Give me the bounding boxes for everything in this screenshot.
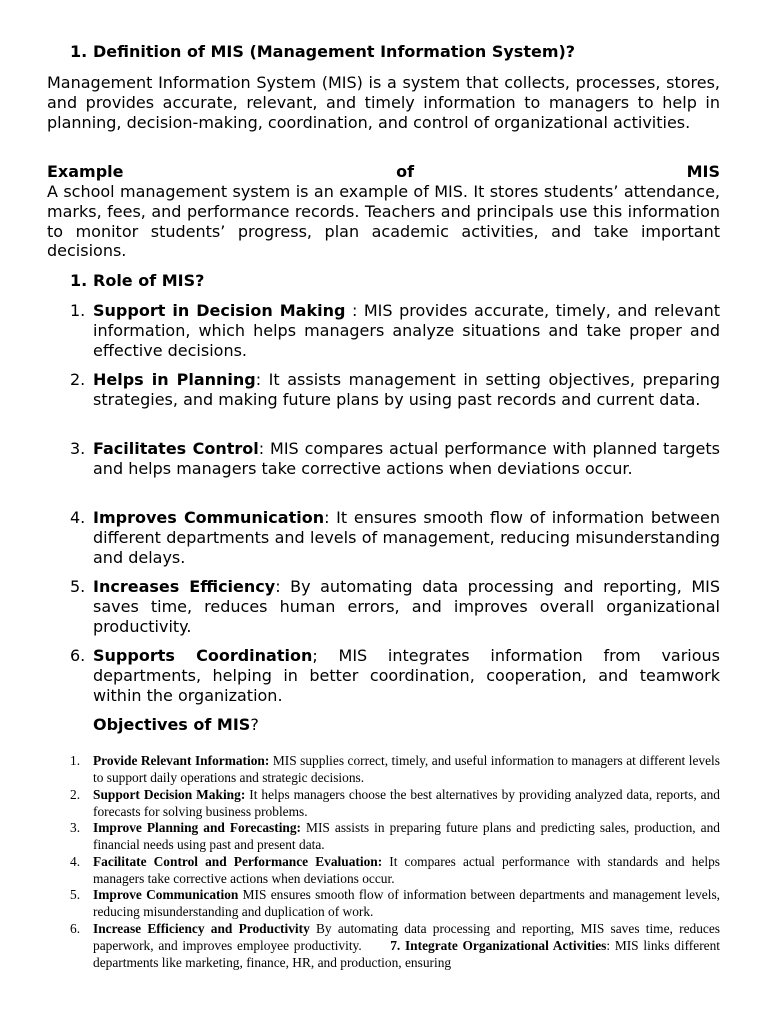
heading-text: Definition of MIS (Management Information System)? (93, 42, 576, 61)
objective-text: MIS assists in preparing future plans and predicting sales, production, and financial needs using past and present data. (93, 820, 721, 852)
objective-text: It compares actual performance with standards and helps managers take corrective actions when deviations occur. (93, 854, 720, 886)
list-number: 3. (70, 439, 86, 458)
role-text: : It ensures smooth flow of information between different departments and levels of management, reducing misunderstanding and delays. (93, 508, 721, 567)
objective-title: Improve Planning and Forecasting: (93, 820, 302, 835)
role-list-item (70, 301, 720, 360)
objective-title: Increase Efficiency and Productivity (93, 921, 310, 936)
objective-list-item (70, 921, 720, 971)
objective-list-item (70, 820, 720, 854)
list-number: 2. (70, 787, 81, 802)
heading-text: Objectives of MIS (93, 715, 251, 734)
role-title: Increases Efficiency (93, 577, 276, 596)
role-title: Helps in Planning (93, 370, 256, 389)
example-heading-word: MIS (686, 162, 720, 181)
objective-list-item (70, 787, 720, 821)
list-number: 3. (70, 820, 81, 835)
role-title: Facilitates Control (93, 439, 259, 458)
list-number: 2. (70, 370, 86, 389)
heading-text: Role of MIS? (93, 271, 205, 290)
section-heading-role (70, 271, 720, 291)
objective-list-item (70, 854, 720, 888)
objective-text: : MIS links different departments like marketing, finance, HR, and production, ensuring (93, 937, 721, 970)
heading-suffix: ? (250, 715, 259, 734)
objective-list-item (70, 753, 720, 787)
role-title: Improves Communication (93, 508, 325, 527)
objective-title: Improve Communication (93, 887, 239, 902)
list-number: 4. (70, 854, 81, 869)
example-heading-word: Example (47, 162, 124, 181)
objective-title: Facilitate Control and Performance Evaluation: (93, 854, 383, 869)
example-heading-word: of (396, 162, 415, 181)
section-heading-objectives (93, 715, 259, 735)
objective-title: 7. Integrate Organizational Activities (390, 937, 607, 953)
objective-text: By automating data processing and reporting, MIS saves time, reduces paperwork, and improves employee productivity. (93, 921, 720, 953)
objective-title: Provide Relevant Information: (93, 753, 270, 768)
list-number: 6. (70, 646, 86, 665)
objective-text: MIS supplies correct, timely, and useful information to managers at different levels to support daily operations and strategic decisions. (93, 753, 720, 785)
example-heading (47, 162, 720, 182)
section-heading-definition (70, 42, 720, 62)
definition-paragraph: Management Information System (MIS) is a system that collects, processes, stores, and provides accurate, relevant, and timely information to managers to help in planning, decision-making, coordination, and control of organizational activities. (47, 73, 720, 132)
list-number: 5. (70, 887, 81, 902)
objective-text: MIS ensures smooth flow of information between departments and management levels, reducing misunderstanding and duplication of work. (93, 887, 721, 919)
role-list-item (70, 508, 720, 567)
role-text: : MIS provides accurate, timely, and relevant information, which helps managers analyze situations and take proper and effective decisions. (93, 301, 721, 360)
list-number: 5. (70, 577, 86, 596)
role-title: Supports Coordination (93, 646, 313, 665)
list-number: 4. (70, 508, 86, 527)
objective-list-item (70, 887, 720, 921)
list-number: 1. (70, 753, 81, 768)
role-title: Support in Decision Making (93, 301, 346, 320)
role-list-item (70, 646, 720, 705)
role-list-item (70, 577, 720, 636)
role-list-item (70, 439, 720, 479)
role-text: : It assists management in setting objectives, preparing strategies, and making future plans by using past records and current data. (93, 370, 720, 409)
list-number: 1. (70, 301, 86, 320)
objective-title: Support Decision Making: (93, 787, 246, 802)
role-text: : MIS compares actual performance with planned targets and helps managers take corrective actions when deviations occur. (93, 439, 721, 478)
objective-text: It helps managers choose the best alternatives by providing analyzed data, reports, and forecasts for solving business problems. (93, 787, 720, 819)
example-paragraph: A school management system is an example of MIS. It stores students’ attendance, marks, fees, and performance records. Teachers and principals use this information to monitor students’ progress, plan academic activities, and take important decisions. (47, 182, 720, 261)
heading-number: 1. (70, 271, 88, 290)
role-list-item (70, 370, 720, 410)
role-text: ; MIS integrates information from various departments, helping in better coordination, cooperation, and teamwork within the organization. (93, 646, 721, 705)
list-number: 6. (70, 921, 81, 936)
heading-number: 1. (70, 42, 88, 61)
role-text: : By automating data processing and reporting, MIS saves time, reduces human errors, and improves overall organizational productivity. (93, 577, 721, 636)
